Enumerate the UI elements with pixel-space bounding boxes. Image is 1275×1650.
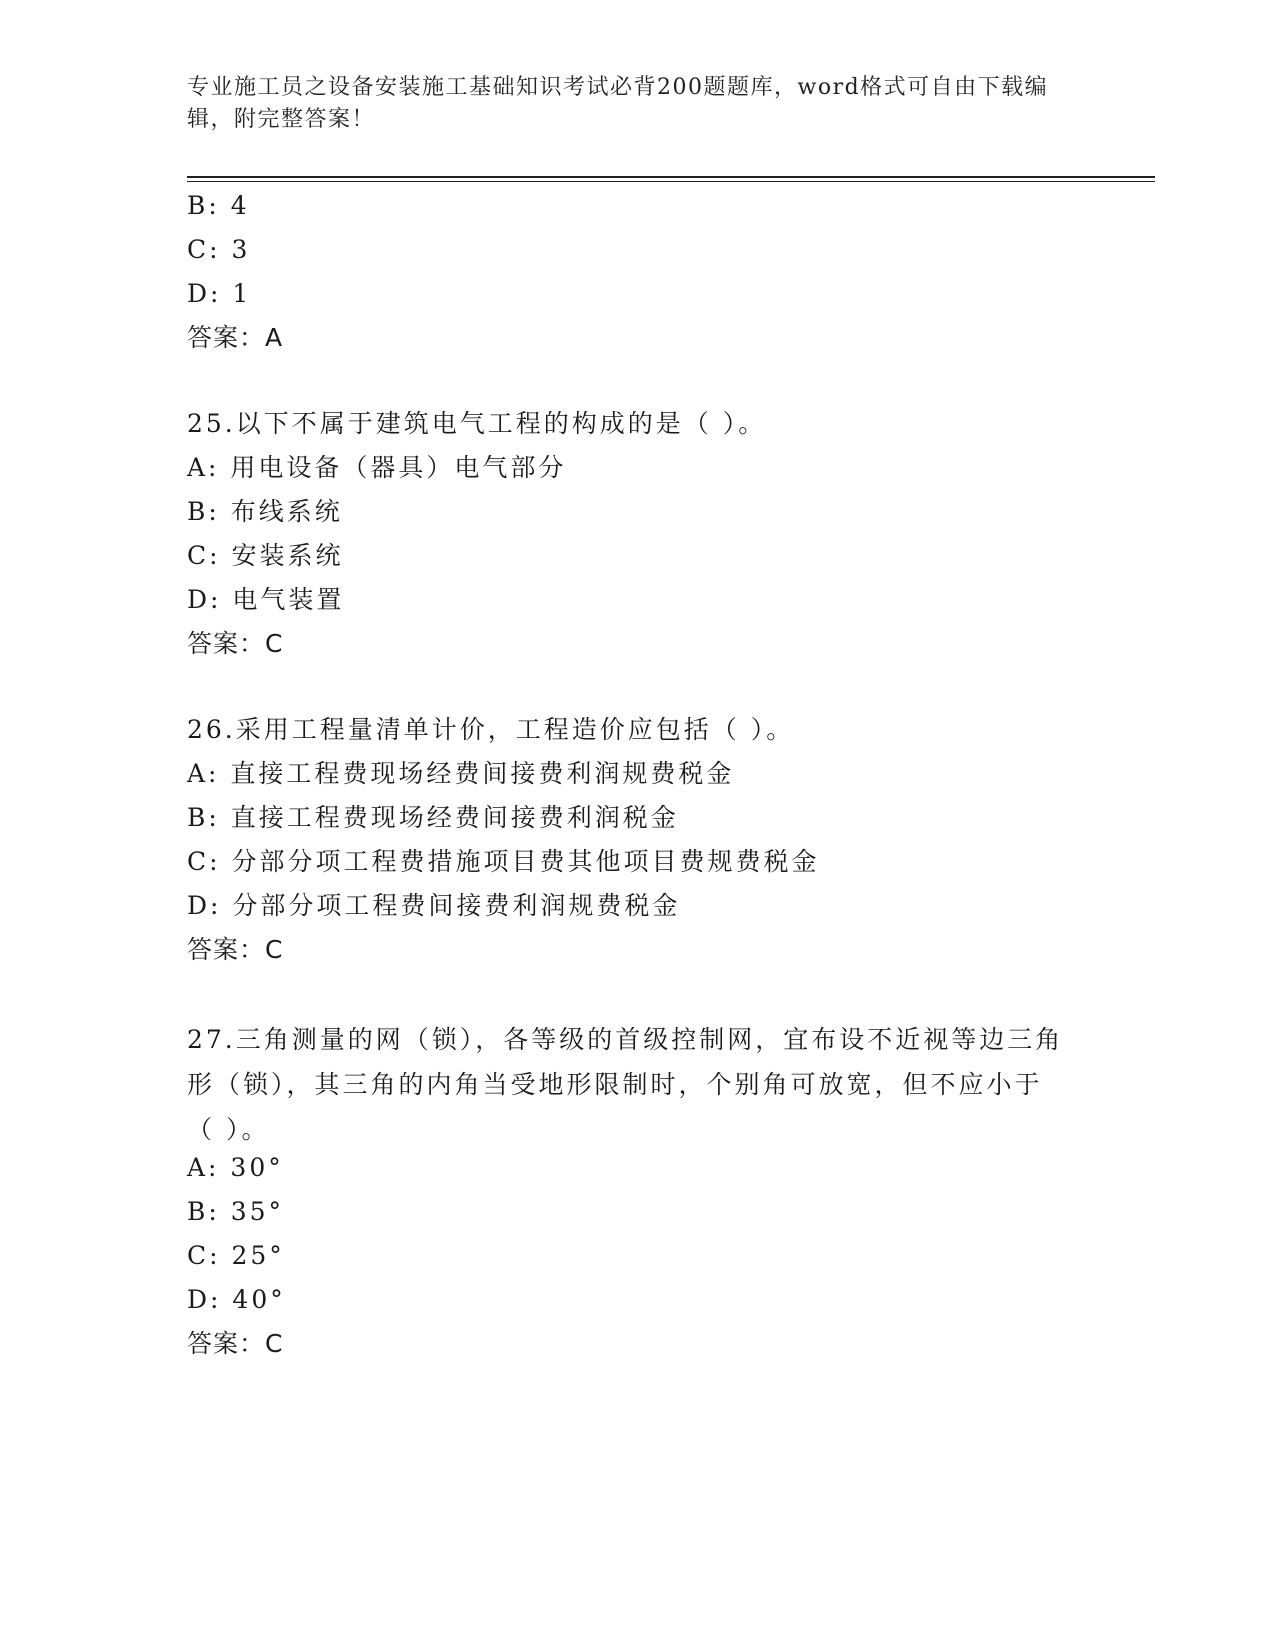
option-c: C: 25°: [187, 1241, 285, 1270]
option-d: D: 40°: [187, 1285, 286, 1314]
question-stem: 26.采用工程量清单计价，工程造价应包括（ ）。: [187, 715, 795, 744]
question-stem: 27.三角测量的网（锁），各等级的首级控制网，宜布设不近视等边三角形（锁），其三角的内角当受地形限制时，个别角可放宽，但不应小于（ ）。: [187, 1025, 1064, 1144]
option-a: A: 直接工程费现场经费间接费利润规费税金: [187, 759, 735, 788]
option-d: D: 1: [187, 279, 252, 308]
header-divider-thin: [187, 181, 1155, 182]
option-c: C: 3: [187, 235, 251, 264]
option-c: C: 安装系统: [187, 541, 344, 570]
option-d: D: 分部分项工程费间接费利润规费税金: [187, 891, 681, 920]
answer-label: 答案：C: [187, 629, 284, 658]
option-c: C: 分部分项工程费措施项目费其他项目费规费税金: [187, 847, 820, 876]
option-b: B: 35°: [187, 1197, 285, 1226]
document-header: 专业施工员之设备安装施工基础知识考试必背200题题库，word格式可自由下载编辑，附完整答案！: [187, 75, 1049, 132]
question-stem: 25.以下不属于建筑电气工程的构成的是（ ）。: [187, 409, 767, 438]
answer-label: 答案：A: [187, 323, 284, 352]
option-a: A: 用电设备（器具）电气部分: [187, 453, 567, 482]
answer-label: 答案：C: [187, 1329, 284, 1358]
option-b: B: 4: [187, 191, 250, 220]
header-divider: [187, 176, 1155, 178]
answer-label: 答案：C: [187, 935, 284, 964]
option-d: D: 电气装置: [187, 585, 345, 614]
option-a: A: 30°: [187, 1153, 284, 1182]
option-b: B: 直接工程费现场经费间接费利润税金: [187, 803, 679, 832]
option-b: B: 布线系统: [187, 497, 343, 526]
